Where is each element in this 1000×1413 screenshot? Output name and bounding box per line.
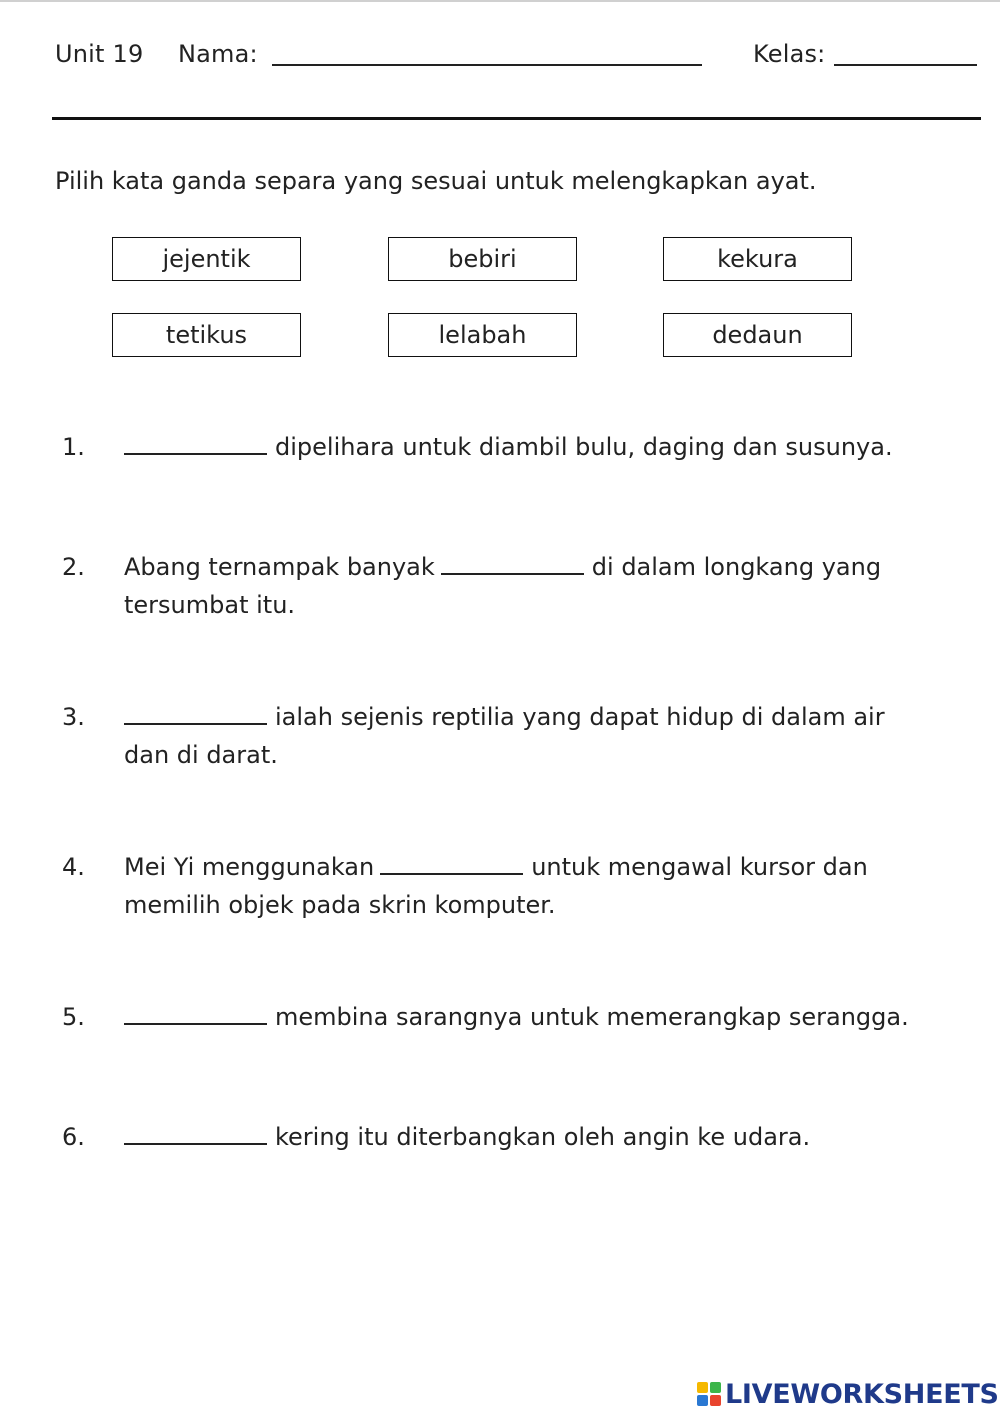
question-number: 4. <box>62 853 85 881</box>
question-text: ialah sejenis reptilia yang dapat hidup di dalam air <box>275 703 885 731</box>
class-field[interactable] <box>834 64 977 66</box>
answer-blank[interactable] <box>441 551 584 575</box>
question-text: untuk mengawal kursor dan <box>531 853 868 881</box>
question-line <box>124 998 909 1036</box>
top-border <box>0 0 1000 2</box>
answer-blank[interactable] <box>124 1001 267 1025</box>
name-label: Nama: <box>178 40 258 68</box>
logo-text: LIVEWORKSHEETS <box>725 1378 999 1410</box>
question-line <box>124 698 885 736</box>
logo-square <box>697 1382 708 1393</box>
word-option[interactable]: bebiri <box>388 237 577 281</box>
word-option[interactable]: jejentik <box>112 237 301 281</box>
question-text: Abang ternampak banyak <box>124 553 435 581</box>
answer-blank[interactable] <box>380 851 523 875</box>
logo-square <box>710 1395 721 1406</box>
question-continuation: memilih objek pada skrin komputer. <box>124 891 556 919</box>
question-text: membina sarangnya untuk memerangkap serangga. <box>275 1003 909 1031</box>
word-option[interactable]: tetikus <box>112 313 301 357</box>
question-text: di dalam longkang yang <box>591 553 882 581</box>
question-line <box>124 848 868 886</box>
unit-label: Unit 19 <box>55 40 144 68</box>
question-number: 2. <box>62 553 85 581</box>
question-line <box>124 548 881 586</box>
liveworksheets-logo[interactable] <box>697 1377 999 1411</box>
name-field[interactable] <box>272 64 702 66</box>
answer-blank[interactable] <box>124 431 267 455</box>
answer-blank[interactable] <box>124 1121 267 1145</box>
question-continuation: tersumbat itu. <box>124 591 296 619</box>
question-number: 5. <box>62 1003 85 1031</box>
answer-blank[interactable] <box>124 701 267 725</box>
liveworksheets-logo-icon <box>697 1382 721 1406</box>
question-number: 3. <box>62 703 85 731</box>
word-option[interactable]: lelabah <box>388 313 577 357</box>
question-line <box>124 1118 810 1156</box>
question-number: 6. <box>62 1123 85 1151</box>
question-line <box>124 428 893 466</box>
question-text: kering itu diterbangkan oleh angin ke udara. <box>275 1123 811 1151</box>
question-text: Mei Yi menggunakan <box>124 853 375 881</box>
question-text: dipelihara untuk diambil bulu, daging dan susunya. <box>275 433 893 461</box>
word-option[interactable]: kekura <box>663 237 852 281</box>
question-continuation: dan di darat. <box>124 741 278 769</box>
class-label: Kelas: <box>753 40 826 68</box>
question-number: 1. <box>62 433 85 461</box>
logo-square <box>697 1395 708 1406</box>
instruction-text: Pilih kata ganda separa yang sesuai untuk melengkapkan ayat. <box>55 167 817 195</box>
header-divider <box>52 117 981 120</box>
word-option[interactable]: dedaun <box>663 313 852 357</box>
logo-square <box>710 1382 721 1393</box>
